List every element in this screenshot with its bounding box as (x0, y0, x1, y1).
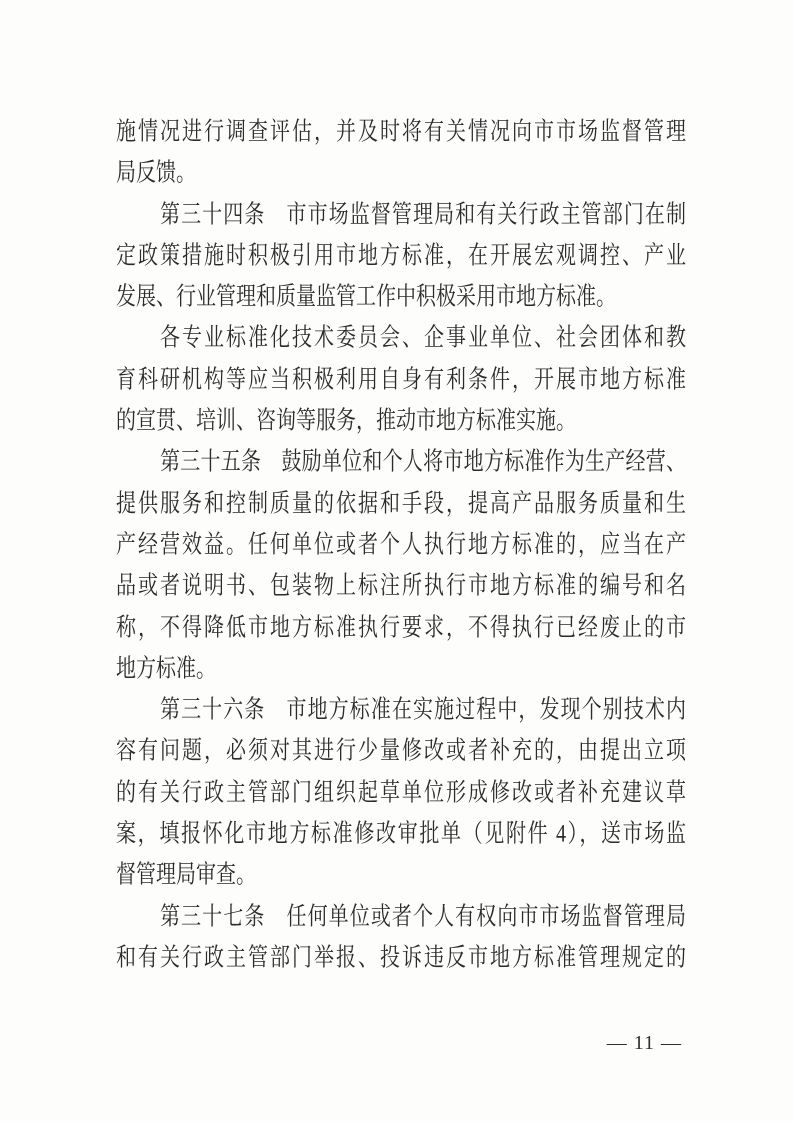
text-line: 第三十六条 市地方标准在实施过程中，发现个别技术内 (160, 696, 686, 724)
text-line: 第三十七条 任何单位或者个人有权向市市场监督管理局 (160, 902, 686, 931)
text-line: 提供服务和控制质量的依据和手段，提高产品服务质量和生 (116, 489, 686, 518)
text-line: 产经营效益。任何单位或者个人执行地方标准的，应当在产 (116, 531, 686, 559)
page-number: — 11 — (606, 1032, 682, 1054)
text-line: 称，不得降低市地方标准执行要求，不得执行已经废止的市 (116, 613, 686, 642)
text-line: 育科研机构等应当积极利用自身有利条件，开展市地方标准 (116, 365, 686, 394)
text-line: 地方标准。 (116, 654, 216, 683)
text-line: 督管理局审查。 (116, 861, 256, 889)
text-line: 的有关行政主管部门组织起草单位形成修改或者补充建议草 (116, 778, 686, 807)
text-line: 容有问题，必须对其进行少量修改或者补充的，由提出立项 (116, 737, 686, 766)
document-body (116, 112, 686, 979)
text-line: 发展、行业管理和质量监管工作中积极采用市地方标准。 (116, 283, 616, 311)
text-line: 各专业标准化技术委员会、企事业单位、社会团体和教 (160, 324, 686, 353)
text-line: 局反馈。 (116, 159, 196, 187)
text-line: 品或者说明书、包装物上标注所执行市地方标准的编号和名 (116, 572, 686, 600)
text-line: 的宣贯、培训、咨询等服务，推动市地方标准实施。 (116, 407, 576, 435)
text-line: 案，填报怀化市地方标准修改审批单（见附件 4），送市场监 (116, 820, 686, 848)
text-line: 施情况进行调查评估，并及时将有关情况向市市场监督管理 (116, 118, 686, 146)
text-line: 第三十五条 鼓励单位和个人将市地方标准作为生产经营、 (160, 448, 686, 476)
text-line: 定政策措施时积极引用市地方标准，在开展宏观调控、产业 (116, 241, 686, 270)
text-line: 和有关行政主管部门举报、投诉违反市地方标准管理规定的 (116, 944, 686, 972)
text-line: 第三十四条 市市场监督管理局和有关行政主管部门在制 (160, 200, 686, 229)
